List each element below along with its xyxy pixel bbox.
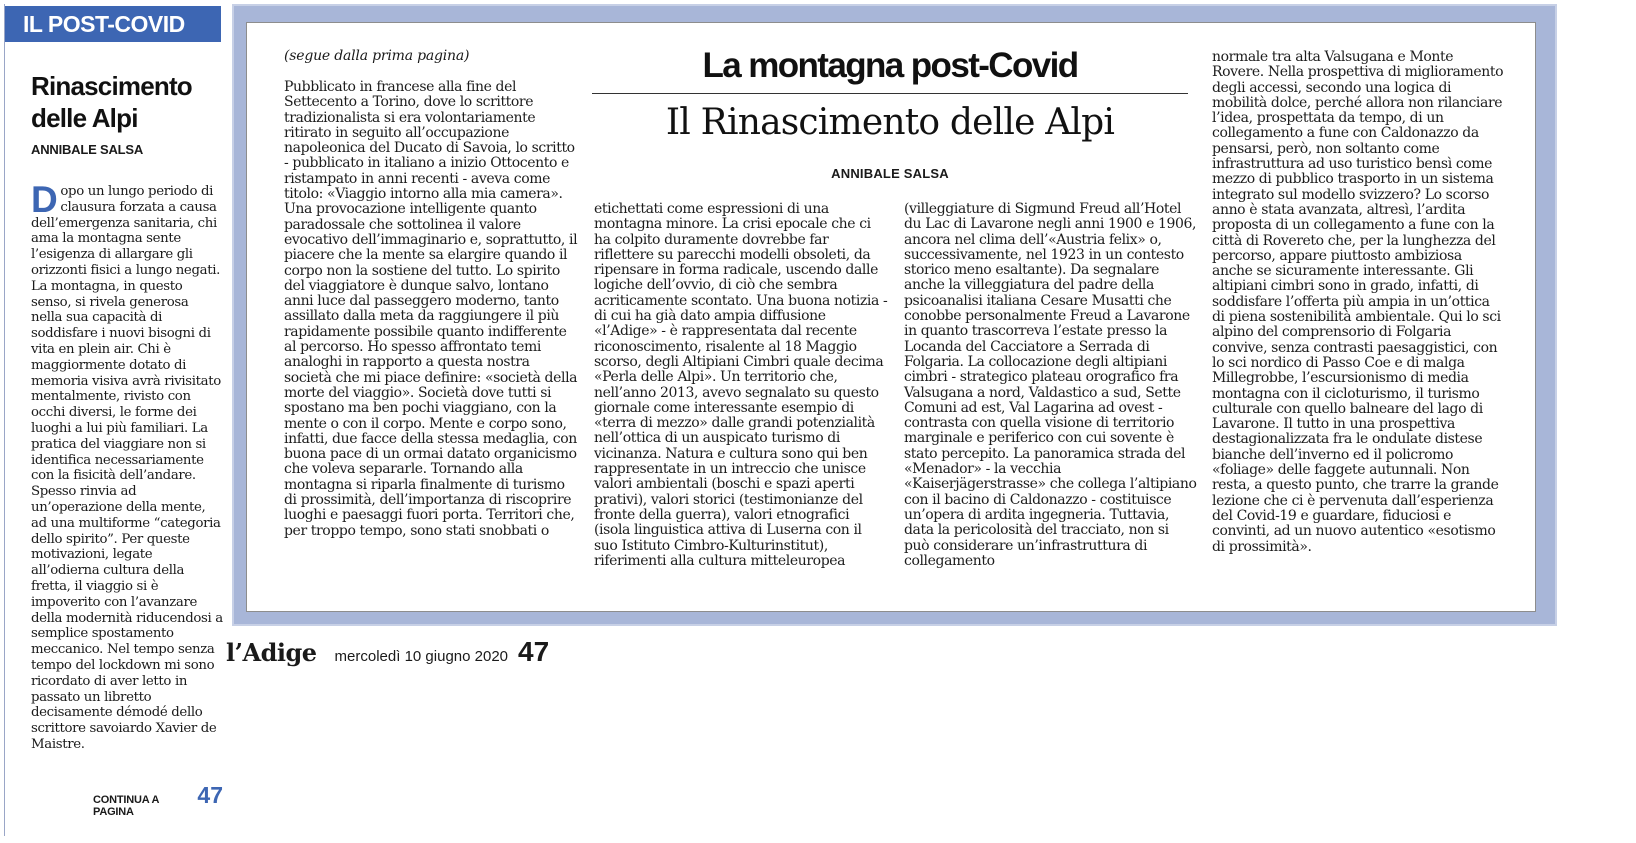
- page-number: 47: [518, 636, 550, 667]
- sidebar-column: [4, 4, 223, 836]
- sidebar-title: Rinascimento delle Alpi: [31, 71, 192, 133]
- article-headline: Il Rinascimento delle Alpi: [665, 102, 1115, 143]
- headline-divider: [592, 93, 1188, 94]
- sidebar-author: ANNIBALE SALSA: [31, 142, 144, 157]
- newspaper-masthead: [226, 636, 549, 668]
- continued-on-page: [93, 782, 223, 818]
- article-column-1: Pubblicato in francese alla fine del Settecento a Torino, dove lo scrittore tradizionalista si era volontariamente ritirato in seguito all’occupazione napoleonica del Ducato di Savoia, lo scritto - pubblicato in italiano a inizio Ottocento e ristampato in anni recenti - aveva come titolo: «Viaggio intorno alla mia camera». Una provocazione intelligente quanto paradossale che sottolinea il valore evocativo dell’immaginario e, soprattutto, il piacere che la mente sa elargire quando il corpo non la sostiene del tutto. Lo spirito del viaggiatore è dunque salvo, lontano anni luce dal passeggero moderno, tanto assillato dalla meta da raggiungere il più rapidamente possibile quanto indifferente al percorso. Ho spesso affrontato temi analoghi in rapporto a questa nostra società che mi piace definire: «società della morte del viaggio». Società dove tutti si spostano ma ben pochi viaggiano, con la mente o con il corpo. Mente e corpo sono, infatti, due facce della stessa medaglia, con buona pace di un ormai datato organicismo che voleva separarle. Tornando alla montagna si riparla finalmente di turismo di prossimità, dell’importanza di riscoprire luoghi e paesaggi fuori porta. Territori che, per troppo tempo, sono stati snobbati o: [284, 79, 578, 539]
- article-author: ANNIBALE SALSA: [831, 166, 949, 181]
- section-banner: IL POST-COVID: [5, 6, 221, 42]
- article-column-3: (villeggiature di Sigmund Freud all’Hotel du Lac di Lavarone negli anni 1900 e 1906, ancora nel clima dell’«Austria felix» o, successivamente, nel 1923 in un contesto storico meno esaltante). Da segnalare anche la villeggiatura del padre della psicoanalisi italiana Cesare Musatti che conobbe personalmente Freud a Lavarone in quanto trascorreva l’estate presso la Locanda del Cacciatore a Serrada di Folgaria. La collocazione degli altipiani cimbri - strategico plateau orografico fra Valsugana a nord, Valdastico a sud, Sette Comuni ad est, Val Lagarina ad ovest - contrasta con quella visione di territorio marginale e periferico con cui sovente è stato percepito. La panoramica strada del «Menador» - la vecchia «Kaiserjägerstrasse» che collega l’altipiano con il bacino di Caldonazzo - costituisce un’opera di ardita ingegneria. Tuttavia, data la pericolosità del tracciato, non si può considerare un’infrastruttura di collegamento: [904, 201, 1197, 569]
- article-column-4: normale tra alta Valsugana e Monte Rovere. Nella prospettiva di miglioramento degli accessi, secondo una logica di mobilità dolce, perché allora non rilanciare l’idea, prospettata da tempo, di un collegamento a fune con Caldonazzo da pensarsi, però, non soltanto come infrastruttura ad uso turistico bensì come mezzo di pubblico trasporto in un sistema integrato sul modello svizzero? Lo scorso anno è stata avanzata, altresì, l’ardita proposta di un collegamento a fune con la città di Rovereto che, per la lunghezza del percorso, appare piuttosto ambiziosa anche se sicuramente interessante. Gli altipiani cimbri sono in grado, infatti, di soddisfare l’offerta più ampia in un’ottica di piena sostenibilità ambientale. Qui lo sci alpino del comprensorio di Folgaria convive, senza contrasti paesaggistici, con lo sci nordico di Passo Coe e di malga Millegrobbe, l’escursionismo di media montagna con il cicloturismo, il turismo culturale con quello balneare del lago di Lavarone. Il tutto in una prospettiva destagionalizzata fra le ondulate distese bianche dell’inverno ed il policromo «foliage» delle faggete autunnali. Non resta, a questo punto, che trarre la grande lezione che ci è pervenuta dall’esperienza del Covid-19 e guardare, fiduciosi e convinti, ad un nuovo autentico «esotismo di prossimità».: [1212, 49, 1504, 555]
- publication-date: mercoledì 10 giugno 2020: [334, 648, 509, 665]
- continued-page-number: 47: [197, 782, 223, 808]
- sidebar-body: [31, 179, 223, 753]
- drop-cap: D: [31, 179, 58, 220]
- sidebar-body-text: opo un lungo periodo di clausura forzata a causa dell’emergenza sanitaria, chi ama la montagna sente l’esigenza di allargare gli orizzonti fisici a lungo negati. La montagna, in questo senso, si rivela generosa nella sua capacità di soddisfare i nuovi bisogni di vita en plein air. Chi è maggiormente dotato di memoria visiva avrà rivisitato mentalmente, rivisto con occhi diversi, le forme dei luoghi a lui più familiari. La pratica del viaggiare non si identifica necessariamente con la fisicità dell’andare. Spesso rinvia ad un’operazione della mente, ad una multiforme “categoria dello spirito”. Per queste motivazioni, legate all’odierna cultura della fretta, il viaggio si è impoverito con l’avanzare della modernità riducendosi a semplice spostamento meccanico. Nel tempo senza tempo del lockdown mi sono ricordato di aver letto in passato un libretto decisamente démodé dello scrittore savoiardo Xavier de Maistre.: [31, 184, 223, 752]
- continued-from-note: (segue dalla prima pagina): [284, 48, 470, 64]
- continued-label: CONTINUA A PAGINA: [93, 794, 159, 818]
- article-kicker: La montagna post-Covid: [702, 46, 1078, 85]
- newspaper-logo: l’Adige: [226, 638, 317, 667]
- article-column-2: etichettati come espressioni di una montagna minore. La crisi epocale che ci ha colpito duramente dovrebbe far riflettere su parecchi modelli obsoleti, da ripensare in forma radicale, uscendo dalle logiche dell’ovvio, di ciò che sembra acriticamente scontato. Una buona notizia - di cui ha già dato ampia diffusione «l’Adige» - è rappresentata dal recente riconoscimento, risalente al 18 Maggio scorso, degli Altipiani Cimbri quale decima «Perla delle Alpi». Un territorio che, nell’anno 2013, avevo segnalato su questo giornale come interessante esempio di «terra di mezzo» dalle grandi potenzialità nell’ottica di un auspicato turismo di vicinanza. Natura e cultura sono qui ben rappresentate in un intreccio che unisce valori ambientali (boschi e spazi aperti prativi), valori storici (testimonianze del fronte della guerra), valori etnografici (isola linguistica attiva di Luserna con il suo Istituto Cimbro-Kulturinstitut), riferimenti alla cultura mitteleuropea: [594, 201, 888, 569]
